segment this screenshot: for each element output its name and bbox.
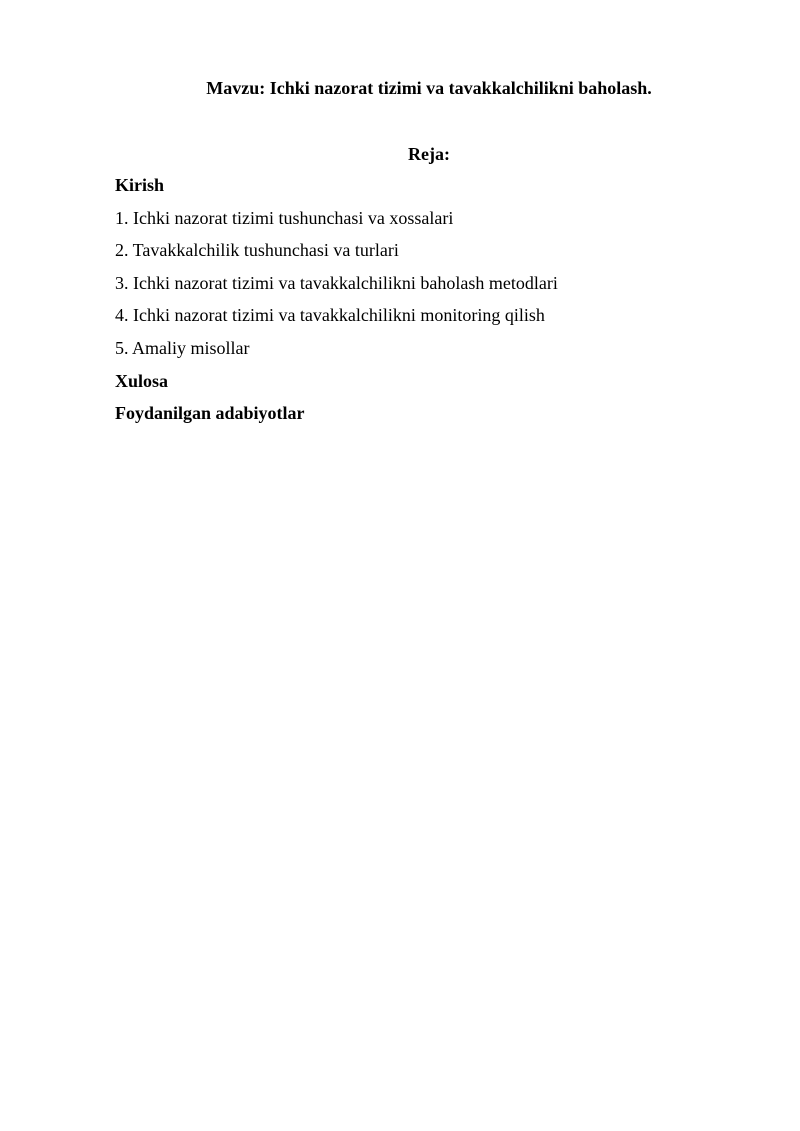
plan-item-2: 2. Tavakkalchilik tushunchasi va turlari xyxy=(115,240,399,261)
plan-item-1: 1. Ichki nazorat tizimi tushunchasi va xossalari xyxy=(115,207,454,228)
plan-item-introduction: Kirish xyxy=(115,175,165,195)
plan-item-3: 3. Ichki nazorat tizimi va tavakkalchilikni baholash metodlari xyxy=(115,272,558,293)
plan-item-5: 5. Amaliy misollar xyxy=(115,337,250,358)
plan-heading: Reja: xyxy=(408,144,450,164)
plan-item-4: 4. Ichki nazorat tizimi va tavakkalchilikni monitoring qilish xyxy=(115,305,545,326)
document-title: Mavzu: Ichki nazorat tizimi va tavakkalchilikni baholash. xyxy=(206,78,652,98)
plan-item-references: Foydanilgan adabiyotlar xyxy=(115,403,305,424)
plan-list xyxy=(115,173,558,434)
plan-item-conclusion: Xulosa xyxy=(115,370,169,391)
